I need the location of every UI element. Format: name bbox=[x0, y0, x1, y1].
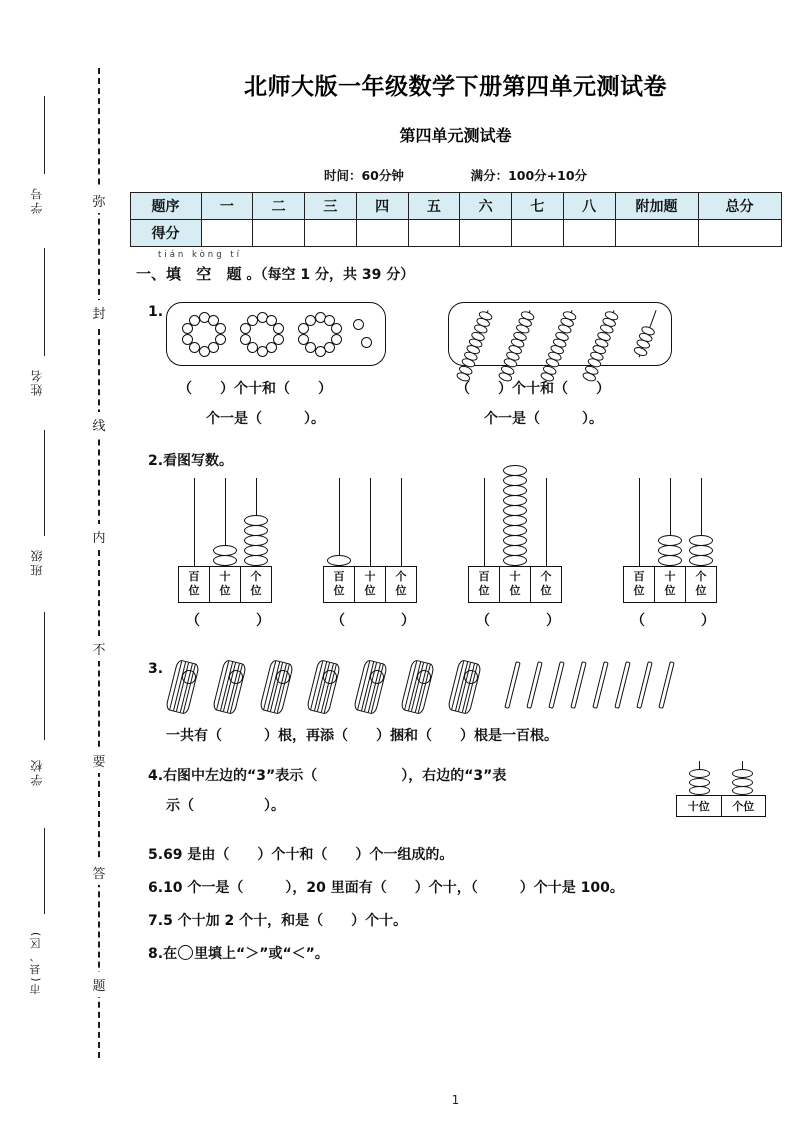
seal-char: 题 bbox=[90, 972, 108, 997]
question-5-text: 69 是由（ ）个十和（ ）个一组成的。 bbox=[163, 847, 454, 863]
page-subtitle: 第四单元测试卷 bbox=[399, 126, 512, 145]
score-table-score-row bbox=[130, 220, 781, 247]
circle-icon bbox=[324, 342, 335, 353]
bead-icon bbox=[244, 545, 268, 556]
question-5 bbox=[148, 839, 793, 872]
place-value-char: 百 bbox=[633, 570, 645, 583]
question-2-answer-blank[interactable]: （ ） bbox=[186, 613, 270, 629]
bead-stick bbox=[465, 308, 495, 360]
single-stick bbox=[526, 661, 542, 709]
bead-stick bbox=[549, 308, 579, 360]
question-8-text-before: 在 bbox=[163, 946, 178, 962]
rod-line bbox=[639, 478, 640, 566]
question-7-number: 7. bbox=[148, 913, 164, 929]
abacus-base bbox=[468, 566, 562, 603]
bead-icon bbox=[213, 545, 237, 556]
abacus-rods bbox=[178, 478, 272, 566]
question-6-number: 6. bbox=[148, 880, 164, 896]
place-value-char: 位 bbox=[219, 584, 231, 597]
question-3-text: 一共有（ ）根，再添（ ）捆和（ ）根是一百根。 bbox=[166, 728, 558, 744]
stick-bundle bbox=[354, 659, 388, 715]
bundle-body bbox=[447, 659, 482, 715]
bead-icon bbox=[503, 515, 527, 526]
bead-icon bbox=[658, 555, 682, 566]
bead-icon bbox=[503, 545, 527, 556]
place-value-label bbox=[500, 567, 531, 602]
question-2-answer-blank[interactable]: （ ） bbox=[331, 613, 415, 629]
bead-icon bbox=[689, 778, 710, 787]
place-value-char: 十 bbox=[219, 570, 231, 583]
seal-line bbox=[88, 68, 110, 1058]
place-value-char: 十 bbox=[364, 570, 376, 583]
bead-icon bbox=[244, 535, 268, 546]
question-5-number: 5. bbox=[148, 847, 164, 863]
question-2-answer-blank[interactable]: （ ） bbox=[631, 613, 715, 629]
question-7 bbox=[148, 905, 793, 938]
margin-label-name: 姓名 bbox=[30, 368, 44, 396]
stick-bundle bbox=[448, 659, 482, 715]
score-table bbox=[130, 192, 782, 247]
question-1-number: 1. bbox=[148, 304, 164, 320]
bead-icon bbox=[689, 535, 713, 546]
mini-abacus-rods bbox=[676, 761, 766, 795]
score-table-col-header: 一 bbox=[201, 193, 253, 220]
place-value-label bbox=[355, 567, 386, 602]
bead-icon bbox=[689, 786, 710, 795]
question-6 bbox=[148, 872, 793, 905]
bundle-body bbox=[259, 659, 294, 715]
bead-icon bbox=[689, 555, 713, 566]
question-8-text-after: 里填上“＞”或“＜”。 bbox=[194, 946, 329, 962]
place-value-char: 位 bbox=[478, 584, 490, 597]
question-2-instruction: 看图写数。 bbox=[163, 453, 234, 469]
margin-rule bbox=[44, 96, 45, 174]
score-table-score-cell[interactable] bbox=[408, 220, 460, 247]
bead-icon bbox=[503, 465, 527, 476]
place-value-char: 位 bbox=[509, 584, 521, 597]
score-table-score-cell[interactable] bbox=[460, 220, 512, 247]
section-note: 。（每空 1 分，共 39 分） bbox=[246, 267, 415, 283]
place-value-label bbox=[469, 567, 500, 602]
bead-icon bbox=[213, 555, 237, 566]
seal-char: 封 bbox=[90, 300, 108, 325]
place-value-label bbox=[241, 567, 271, 602]
score-table-col-header: 七 bbox=[512, 193, 564, 220]
abacus-base bbox=[178, 566, 272, 603]
place-value-label: 十位 bbox=[677, 796, 722, 816]
circle-icon bbox=[305, 315, 316, 326]
abacus-rods bbox=[623, 478, 717, 566]
score-table-col-header: 附加题 bbox=[615, 193, 698, 220]
place-value-label bbox=[386, 567, 416, 602]
abacus-base bbox=[623, 566, 717, 603]
question-4-line1 bbox=[148, 765, 506, 785]
circle-icon bbox=[178, 945, 193, 960]
exam-meta bbox=[118, 166, 793, 184]
rod-line bbox=[194, 478, 195, 566]
place-value-char: 百 bbox=[333, 570, 345, 583]
rod-line bbox=[370, 478, 371, 566]
circle-icon bbox=[189, 315, 200, 326]
bundle-body bbox=[306, 659, 341, 715]
place-value-char: 个 bbox=[695, 570, 707, 583]
seal-char: 弥 bbox=[90, 188, 108, 213]
score-table-score-cell[interactable] bbox=[615, 220, 698, 247]
single-stick bbox=[504, 661, 520, 709]
bead-stick bbox=[591, 308, 621, 360]
bead-icon bbox=[732, 778, 753, 787]
place-value-char: 位 bbox=[695, 584, 707, 597]
circle-icon bbox=[257, 346, 268, 357]
abacus bbox=[178, 478, 272, 603]
question-1-right-figure bbox=[448, 302, 672, 366]
seal-char: 答 bbox=[90, 860, 108, 885]
score-table-score-cell[interactable] bbox=[253, 220, 305, 247]
bead-icon bbox=[658, 545, 682, 556]
circle-icon bbox=[331, 323, 342, 334]
bead-icon bbox=[244, 515, 268, 526]
abacus-base bbox=[323, 566, 417, 603]
place-value-label bbox=[686, 567, 716, 602]
stick-bundle bbox=[213, 659, 247, 715]
bead-icon bbox=[503, 535, 527, 546]
bundle-body bbox=[212, 659, 247, 715]
single-stick bbox=[636, 661, 652, 709]
question-3-number: 3. bbox=[148, 661, 164, 677]
section-title: 填 空 题 bbox=[166, 265, 247, 283]
margin-label-class: 班级 bbox=[30, 548, 44, 576]
place-value-char: 十 bbox=[509, 570, 521, 583]
circle-icon bbox=[315, 346, 326, 357]
score-table-row-label-header: 题序 bbox=[130, 193, 201, 220]
place-value-char: 位 bbox=[188, 584, 200, 597]
margin-rule bbox=[44, 430, 45, 536]
bead-icon bbox=[689, 769, 710, 778]
score-table-header-row bbox=[130, 193, 781, 220]
score-table-col-header: 六 bbox=[460, 193, 512, 220]
question-8-number: 8. bbox=[148, 946, 164, 962]
margin-label-city-district: 市(县、区) bbox=[29, 930, 42, 995]
bead-icon bbox=[503, 505, 527, 516]
bead-icon bbox=[503, 475, 527, 486]
score-table-score-cell[interactable] bbox=[356, 220, 408, 247]
circle-ring-group bbox=[181, 311, 227, 357]
stick-bundle bbox=[401, 659, 435, 715]
single-stick bbox=[570, 661, 586, 709]
stick-bundle bbox=[260, 659, 294, 715]
mini-abacus-base bbox=[676, 795, 766, 817]
circle-icon bbox=[199, 346, 210, 357]
margin-rule bbox=[44, 828, 45, 914]
bundle-body bbox=[400, 659, 435, 715]
bead-icon bbox=[244, 555, 268, 566]
section-heading bbox=[136, 250, 793, 284]
place-value-char: 位 bbox=[250, 584, 262, 597]
place-value-char: 十 bbox=[664, 570, 676, 583]
circle-ring-group bbox=[239, 311, 285, 357]
score-table-col-header: 五 bbox=[408, 193, 460, 220]
question-1-left-line1: （ ）个十和（ ） bbox=[178, 381, 332, 397]
score-table-score-cell[interactable] bbox=[563, 220, 615, 247]
score-table-col-header: 八 bbox=[563, 193, 615, 220]
place-value-char: 百 bbox=[188, 570, 200, 583]
margin-rule bbox=[44, 612, 45, 740]
question-4 bbox=[118, 765, 793, 839]
rod-line bbox=[484, 478, 485, 566]
page-title: 北师大版一年级数学下册第四单元测试卷 bbox=[244, 74, 667, 100]
question-4-mini-abacus bbox=[676, 761, 766, 817]
score-table-score-cell[interactable] bbox=[305, 220, 357, 247]
place-value-char: 个 bbox=[395, 570, 407, 583]
question-1-right-line2: 个一是（ ）。 bbox=[484, 411, 603, 427]
place-value-label bbox=[624, 567, 655, 602]
section-pinyin: tián kòng tí bbox=[158, 250, 242, 260]
circle-icon bbox=[353, 319, 364, 330]
single-stick bbox=[614, 661, 630, 709]
question-1-right-line1: （ ）个十和（ ） bbox=[456, 381, 610, 397]
seal-char: 不 bbox=[90, 636, 108, 661]
circle-icon bbox=[361, 337, 372, 348]
abacus bbox=[623, 478, 717, 603]
question-6-text: 10 个一是（ ），20 里面有（ ）个十，（ ）个十是 100。 bbox=[163, 880, 624, 896]
place-value-char: 个 bbox=[250, 570, 262, 583]
place-value-char: 位 bbox=[333, 584, 345, 597]
score-table-score-cell[interactable] bbox=[201, 220, 253, 247]
seal-dashed-rule bbox=[98, 68, 100, 1058]
score-table-row-label-score: 得分 bbox=[130, 220, 201, 247]
page-number: 1 bbox=[451, 1093, 460, 1107]
total-score-label: 满分：100分+10分 bbox=[470, 168, 588, 183]
rod-line bbox=[339, 478, 340, 566]
stick-bundle bbox=[307, 659, 341, 715]
circle-icon bbox=[273, 323, 284, 334]
single-stick bbox=[592, 661, 608, 709]
place-value-char: 百 bbox=[478, 570, 490, 583]
question-4-text1: 右图中左边的“3”表示（ ），右边的“3”表 bbox=[163, 768, 507, 784]
question-2-number: 2. bbox=[148, 453, 164, 469]
bead-icon bbox=[327, 555, 351, 566]
margin-rule bbox=[44, 248, 45, 356]
bead-stick bbox=[633, 308, 663, 360]
score-table-col-header: 二 bbox=[253, 193, 305, 220]
margin-label-student-id: 学号 bbox=[30, 186, 44, 214]
score-table-col-header: 总分 bbox=[698, 193, 781, 220]
bead-icon bbox=[503, 485, 527, 496]
question-2-title bbox=[148, 450, 233, 470]
bead-icon bbox=[658, 535, 682, 546]
seal-char: 内 bbox=[90, 524, 108, 549]
score-table-score-cell[interactable] bbox=[698, 220, 781, 247]
question-4-number: 4. bbox=[148, 768, 164, 784]
place-value-label bbox=[210, 567, 241, 602]
place-value-char: 位 bbox=[364, 584, 376, 597]
circle-ring-group bbox=[297, 311, 343, 357]
abacus-rods bbox=[323, 478, 417, 566]
score-table-col-header: 四 bbox=[356, 193, 408, 220]
place-value-label bbox=[324, 567, 355, 602]
question-1-left-line2: 个一是（ ）。 bbox=[206, 411, 325, 427]
place-value-char: 位 bbox=[664, 584, 676, 597]
question-8 bbox=[148, 938, 793, 971]
place-value-label bbox=[531, 567, 561, 602]
place-value-char: 位 bbox=[540, 584, 552, 597]
seal-char: 要 bbox=[90, 748, 108, 773]
circle-icon bbox=[266, 342, 277, 353]
single-stick bbox=[658, 661, 674, 709]
bead-icon bbox=[689, 545, 713, 556]
bundle-body bbox=[353, 659, 388, 715]
place-value-label bbox=[179, 567, 210, 602]
margin-label-school: 学校 bbox=[30, 758, 44, 786]
circle-icon bbox=[215, 323, 226, 334]
circle-icon bbox=[208, 342, 219, 353]
place-value-label bbox=[655, 567, 686, 602]
place-value-char: 位 bbox=[395, 584, 407, 597]
question-3 bbox=[118, 655, 793, 763]
score-table-score-cell[interactable] bbox=[512, 220, 564, 247]
left-margin bbox=[0, 0, 118, 1121]
score-table-col-header: 三 bbox=[305, 193, 357, 220]
bundle-body bbox=[165, 659, 200, 715]
bead-icon bbox=[244, 525, 268, 536]
single-stick bbox=[548, 661, 564, 709]
question-7-text: 5 个十加 2 个十，和是（ ）个十。 bbox=[163, 913, 408, 929]
question-2 bbox=[118, 450, 793, 655]
bead-icon bbox=[732, 786, 753, 795]
place-value-char: 个 bbox=[540, 570, 552, 583]
bead-icon bbox=[503, 525, 527, 536]
bead-icon bbox=[503, 495, 527, 506]
circle-icon bbox=[247, 315, 258, 326]
abacus-rods bbox=[468, 478, 562, 566]
seal-char: 线 bbox=[90, 412, 108, 437]
rod-line bbox=[546, 478, 547, 566]
time-limit-label: 时间：60分钟 bbox=[323, 168, 404, 183]
bead-icon bbox=[732, 769, 753, 778]
abacus bbox=[323, 478, 417, 603]
section-index: 一、 bbox=[136, 265, 167, 283]
question-2-answer-blank[interactable]: （ ） bbox=[476, 613, 560, 629]
question-1 bbox=[118, 296, 793, 446]
stick-bundle bbox=[166, 659, 200, 715]
place-value-char: 位 bbox=[633, 584, 645, 597]
exam-sheet bbox=[118, 0, 793, 1121]
place-value-label: 个位 bbox=[732, 800, 755, 813]
abacus bbox=[468, 478, 562, 603]
question-1-left-figure bbox=[166, 302, 386, 366]
rod-line bbox=[401, 478, 402, 566]
bead-stick bbox=[507, 308, 537, 360]
question-4-line2: 示（ ）。 bbox=[166, 798, 285, 814]
bead-icon bbox=[503, 555, 527, 566]
